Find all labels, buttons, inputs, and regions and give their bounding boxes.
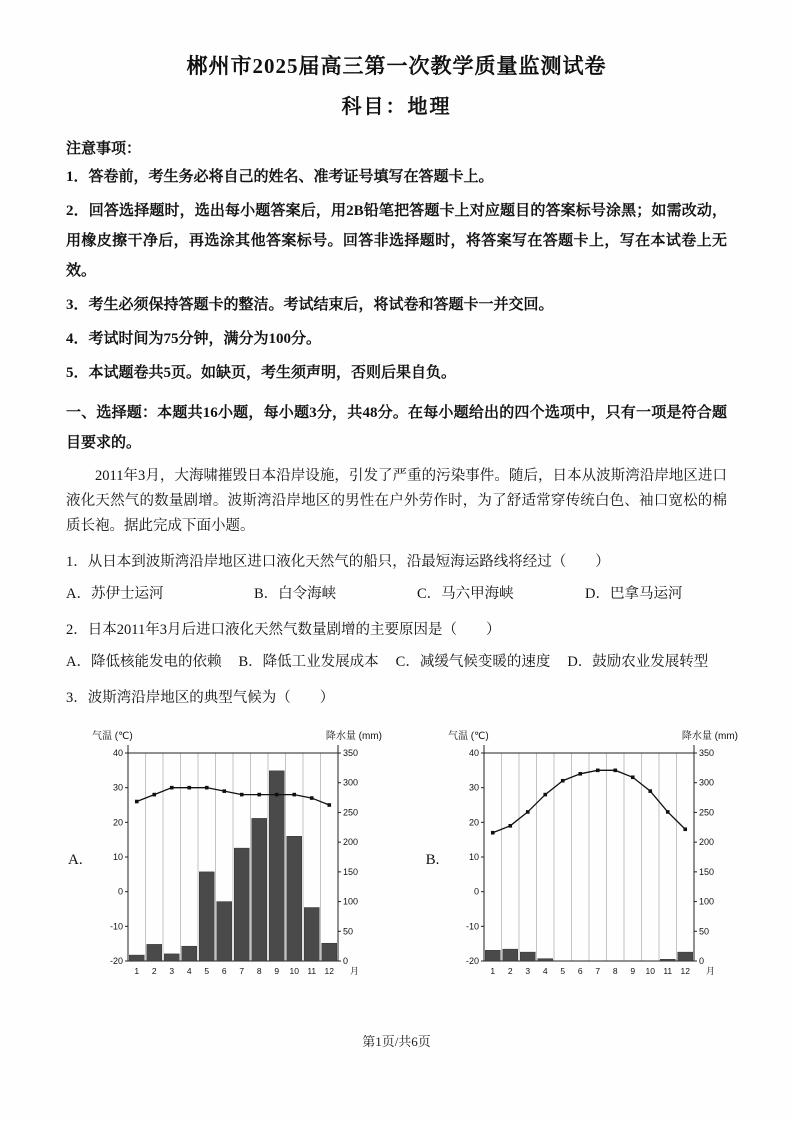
- svg-text:20: 20: [112, 817, 123, 828]
- svg-text:11: 11: [663, 966, 673, 976]
- svg-text:0: 0: [699, 956, 705, 966]
- chart-b-label: B.: [425, 852, 440, 868]
- svg-text:1: 1: [133, 966, 139, 976]
- svg-text:150: 150: [342, 866, 358, 877]
- question-1-options: [66, 581, 727, 607]
- question-2-options: [66, 649, 727, 675]
- climate-charts: [68, 727, 739, 994]
- svg-text:250: 250: [699, 807, 715, 818]
- question-2-option-d: D．鼓励农业发展转型: [567, 654, 709, 670]
- svg-text:200: 200: [342, 837, 358, 848]
- svg-text:50: 50: [342, 926, 353, 937]
- svg-text:300: 300: [699, 777, 715, 788]
- svg-text:200: 200: [699, 837, 715, 848]
- question-2-option-c: C．减缓气候变暖的速度: [395, 654, 551, 670]
- svg-text:0: 0: [117, 886, 123, 897]
- svg-text:40: 40: [112, 748, 123, 758]
- svg-text:10: 10: [469, 852, 480, 862]
- svg-text:150: 150: [699, 866, 715, 877]
- svg-text:350: 350: [342, 748, 358, 758]
- svg-text:1: 1: [490, 966, 496, 976]
- svg-text:50: 50: [699, 926, 710, 937]
- section-heading: 一、选择题：本题共16小题，每小题3分，共48分。在每小题给出的四个选项中，只有一项是符合题目要求的。: [66, 405, 727, 451]
- climate-chart-b: [426, 727, 741, 994]
- svg-text:10: 10: [112, 852, 123, 862]
- svg-text:降水量 (mm): 降水量 (mm): [325, 731, 382, 742]
- svg-text:4: 4: [186, 966, 192, 976]
- svg-text:20: 20: [469, 817, 480, 828]
- svg-text:7: 7: [238, 966, 244, 976]
- svg-text:8: 8: [613, 966, 618, 976]
- svg-text:30: 30: [112, 782, 123, 793]
- svg-text:12: 12: [680, 966, 691, 976]
- notice-item-4: 4．考试时间为75分钟，满分为100分。: [66, 331, 322, 347]
- svg-text:5: 5: [203, 966, 209, 976]
- svg-text:40: 40: [469, 748, 480, 758]
- svg-text:300: 300: [342, 777, 358, 788]
- chart-b-canvas: [444, 727, 740, 994]
- svg-text:2: 2: [151, 966, 157, 976]
- svg-text:6: 6: [578, 966, 583, 976]
- notice-item-1: 1．答卷前，考生务必将自己的姓名、准考证号填写在答题卡上。: [66, 169, 494, 185]
- question-2-stem: 2．日本2011年3月后进口液化天然气数量剧增的主要原因是（ ）: [66, 622, 501, 638]
- svg-text:气温 (℃): 气温 (℃): [91, 731, 133, 742]
- climate-chart-a: [68, 727, 384, 994]
- question-1-stem: 1．从日本到波斯湾沿岸地区进口液化天然气的船只，沿最短海运路线将经过（ ）: [66, 554, 610, 570]
- svg-text:250: 250: [342, 807, 358, 818]
- svg-text:9: 9: [273, 966, 279, 976]
- page-number: 第1页/共6页: [362, 1034, 431, 1049]
- question-1-option-a: A．苏伊士运河: [66, 586, 164, 602]
- svg-text:月: 月: [349, 966, 359, 976]
- svg-text:30: 30: [469, 782, 480, 793]
- question-1-option-b: B．白令海峡: [254, 586, 337, 602]
- svg-text:0: 0: [342, 956, 348, 966]
- svg-text:5: 5: [560, 966, 566, 976]
- svg-text:降水量 (mm): 降水量 (mm): [682, 731, 739, 742]
- question-2-option-a: A．降低核能发电的依赖: [66, 654, 222, 670]
- svg-text:7: 7: [595, 966, 601, 976]
- svg-text:3: 3: [525, 966, 531, 976]
- chart-a-label: A.: [68, 852, 83, 868]
- svg-text:气温 (℃): 气温 (℃): [448, 731, 490, 742]
- svg-text:100: 100: [699, 896, 715, 907]
- notices-heading: 注意事项：: [66, 141, 142, 157]
- svg-text:2: 2: [508, 966, 513, 976]
- svg-text:9: 9: [630, 966, 636, 976]
- question-2-option-b: B．降低工业发展成本: [238, 654, 379, 670]
- svg-text:10: 10: [289, 966, 299, 976]
- svg-text:8: 8: [256, 966, 262, 976]
- svg-text:6: 6: [221, 966, 227, 976]
- reading-passage: 2011年3月，大海啸摧毁日本沿岸设施，引发了严重的污染事件。随后，日本从波斯湾沿岸地区进口液化天然气的数量剧增。波斯湾沿岸地区的男性在户外劳作时，为了舒适常穿传统白色、袖口宽松的棉质长袍。据此完成下面小题。: [66, 468, 727, 534]
- svg-text:350: 350: [699, 748, 715, 758]
- page-title: 郴州市2025届高三第一次教学质量监测试卷: [186, 54, 607, 78]
- svg-text:-10: -10: [109, 921, 123, 932]
- chart-a-canvas: [88, 727, 384, 994]
- notice-item-2: 2．回答选择题时，选出每小题答案后，用2B铅笔把答题卡上对应题目的答案标号涂黑；如需改动，用橡皮擦干净后，再选涂其他答案标号。回答非选择题时，将答案写在答题卡上，写在本试卷上无效。: [66, 203, 727, 279]
- svg-text:-20: -20: [466, 956, 480, 966]
- question-1-option-d: D．巴拿马运河: [585, 586, 683, 602]
- svg-text:4: 4: [543, 966, 548, 976]
- notice-item-5: 5．本试题卷共5页。如缺页，考生须声明，否则后果自负。: [66, 365, 457, 381]
- svg-text:12: 12: [324, 966, 334, 976]
- svg-text:3: 3: [168, 966, 174, 976]
- subject-title: 科目：地理: [341, 96, 452, 118]
- notice-item-3: 3．考生必须保持答题卡的整洁。考试结束后，将试卷和答题卡一并交回。: [66, 297, 554, 313]
- svg-text:-20: -20: [109, 956, 123, 966]
- svg-text:100: 100: [342, 896, 358, 907]
- question-1-option-c: C．马六甲海峡: [417, 586, 514, 602]
- svg-text:-10: -10: [466, 921, 480, 932]
- svg-text:月: 月: [706, 966, 716, 976]
- svg-text:10: 10: [645, 966, 656, 976]
- question-3-stem: 3．波斯湾沿岸地区的典型气候为（ ）: [66, 690, 335, 706]
- svg-text:0: 0: [474, 886, 480, 897]
- svg-text:11: 11: [306, 966, 316, 976]
